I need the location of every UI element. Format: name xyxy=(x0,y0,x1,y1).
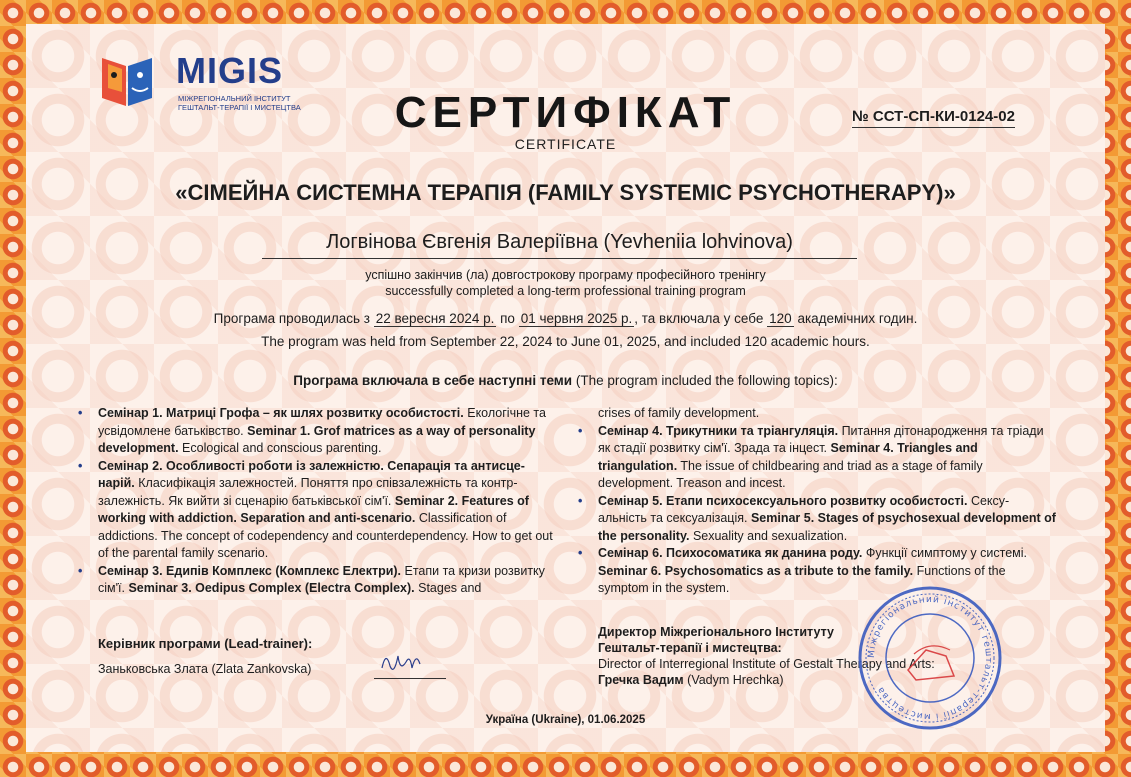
seminar-text-ua: Питання дітонародження та тріади як стадії розвитку сім'ї. Зрада та інцест. xyxy=(598,423,1044,455)
seminar-title-en: Seminar 3. Oedipus Complex (Electra Complex). xyxy=(128,581,415,595)
seminar-title-en: Seminar 6. Psychosomatics as a tribute to the family. xyxy=(598,563,914,578)
seminar-item xyxy=(98,405,558,458)
seminar-text-en: Functions of the symptom in the system. xyxy=(598,563,1006,595)
hours-count: 120 xyxy=(769,311,792,326)
issue-date: Україна (Ukraine), 01.06.2025 xyxy=(485,714,646,726)
seminar-text-ua: Сексу-альність та сексуалізація. xyxy=(598,493,1010,525)
start-date: 22 вересня 2024 р. xyxy=(375,311,495,326)
seminar-text-en: Classification of addictions. The concept of codependency and counterdependency. How to get out of the parental family scenario. xyxy=(98,511,553,560)
seminar-title-ua: Семінар 3. Едипів Комплекс (Комплекс Електри). xyxy=(98,563,402,578)
lead-trainer-title: Керівник програми (Lead-trainer): xyxy=(98,636,313,651)
director-name-ua: Гречка Вадим xyxy=(598,673,684,687)
topics-left-column xyxy=(98,405,558,598)
held-text-2: по xyxy=(500,311,515,326)
program-dates-en: The program was held from September 22, 2024 to June 01, 2025, and included 120 academic hours. xyxy=(261,334,870,349)
logo-subtitle-line1: МІЖРЕГІОНАЛЬНИЙ ІНСТИТУТ xyxy=(178,94,291,103)
seminar-text-en: Ecological and conscious parenting. xyxy=(178,441,382,455)
end-date: 01 червня 2025 р. xyxy=(520,311,633,326)
topics-heading-ua: Програма включала в себе наступні теми xyxy=(293,373,573,388)
director-title-2: Гештальт-терапії і мистецтва: xyxy=(598,641,782,655)
seminar-text-ua: Екологічне та усвідомлене батьківство. xyxy=(98,406,546,438)
director-title-1: Директор Міжрегіонального Інституту xyxy=(598,625,834,639)
certificate-subtitle: CERTIFICATE xyxy=(514,136,617,152)
held-text-4: академічних годин. xyxy=(797,311,918,326)
signature-icon xyxy=(376,642,436,678)
seminar-title-en: Seminar 2. Features of working with addiction. Separation and anti-scenario. xyxy=(98,493,529,525)
seminar-title-ua: Семінар 4. Трикутники та тріангуляція. xyxy=(598,423,839,438)
seminar-text-en: Sexuality and sexualization. xyxy=(689,528,848,543)
seminar-item xyxy=(598,493,1058,546)
seminar-title-ua: Семінар 1. Матриці Грофа – як шлях розвитку особистості. xyxy=(98,406,464,420)
seminar-text-ua: Класифікація залежностей. Поняття про співзалежність та контр-залежність. Як вийти зі сценарію батьківської сім'ї. xyxy=(98,476,518,508)
held-text-1: Програма проводилась з xyxy=(213,311,370,326)
seminar-text-ua: Функції симптому у системі. xyxy=(862,546,1028,560)
seminar-title-ua: Семінар 2. Особливості роботи із залежністю. Сепарація та антисце-нарій. xyxy=(98,458,525,490)
seminar-continuation: crises of family development. xyxy=(598,406,760,420)
seminar-title-en: Seminar 1. Grof matrices as a way of personality development. xyxy=(98,423,536,455)
lead-trainer-name: Заньковська Злата (Zlata Zankovska) xyxy=(98,662,312,676)
seminar-item xyxy=(98,458,558,563)
completion-statement xyxy=(26,267,1105,299)
recipient-name: Логвінова Євгенія Валеріївна (Yevheniia lohvinova) xyxy=(262,231,857,259)
seminar-item xyxy=(98,563,558,598)
held-text-3: , та включала у себе xyxy=(634,311,764,326)
seminar-title-ua: Семінар 5. Етапи психосексуального розвитку особистості. xyxy=(598,493,968,508)
logo-name: MIGIS xyxy=(176,50,284,91)
topics-right-column xyxy=(598,405,1058,598)
certificate-paper xyxy=(26,24,1105,752)
topics-heading-en: (The program included the following topics): xyxy=(575,373,838,388)
seminar-title-en: Seminar 5. Stages of psychosexual development of the personality. xyxy=(598,511,1056,543)
topics-heading xyxy=(26,373,1105,388)
seminar-title-en: Seminar 4. Triangles and triangulation. xyxy=(598,441,978,473)
certificate-number: № ССТ-СП-КИ-0124-02 xyxy=(852,108,1015,128)
completion-ua: успішно закінчив (ла) довгострокову програму професійного тренінгу xyxy=(365,268,766,282)
program-title: «СІМЕЙНА СИСТЕМНА ТЕРАПІЯ (FAMILY SYSTEMIC PSYCHOTHERAPY)» xyxy=(175,180,956,205)
seminar-text-en: The issue of childbearing and triad as a stage of family development. Treason and incest. xyxy=(598,458,983,490)
seminar-item xyxy=(598,423,1058,493)
seminar-text-en: Stages and xyxy=(414,581,482,595)
seminar-text-ua: Етапи та кризи розвитку сім'ї. xyxy=(98,563,545,595)
signature-line xyxy=(374,678,446,679)
director-name-en: (Vadym Hrechka) xyxy=(687,673,784,687)
program-dates-ua xyxy=(26,311,1105,326)
director-title-en: Director of Interregional Institute of Gestalt Therapy and Arts: xyxy=(598,657,935,671)
logo-subtitle-line2: ГЕШТАЛЬТ-ТЕРАПІЇ І МИСТЕЦТВА xyxy=(178,103,301,112)
completion-en: successfully completed a long-term professional training program xyxy=(385,284,746,298)
certificate-title: СЕРТИФІКАТ xyxy=(394,88,737,137)
institute-seal-icon xyxy=(856,584,1004,732)
seal-text: Міжрегіональний інститут гештальт-терапії і мистецтва xyxy=(866,594,994,722)
seminar-title-ua: Семінар 6. Психосоматика як данина роду. xyxy=(598,546,863,560)
